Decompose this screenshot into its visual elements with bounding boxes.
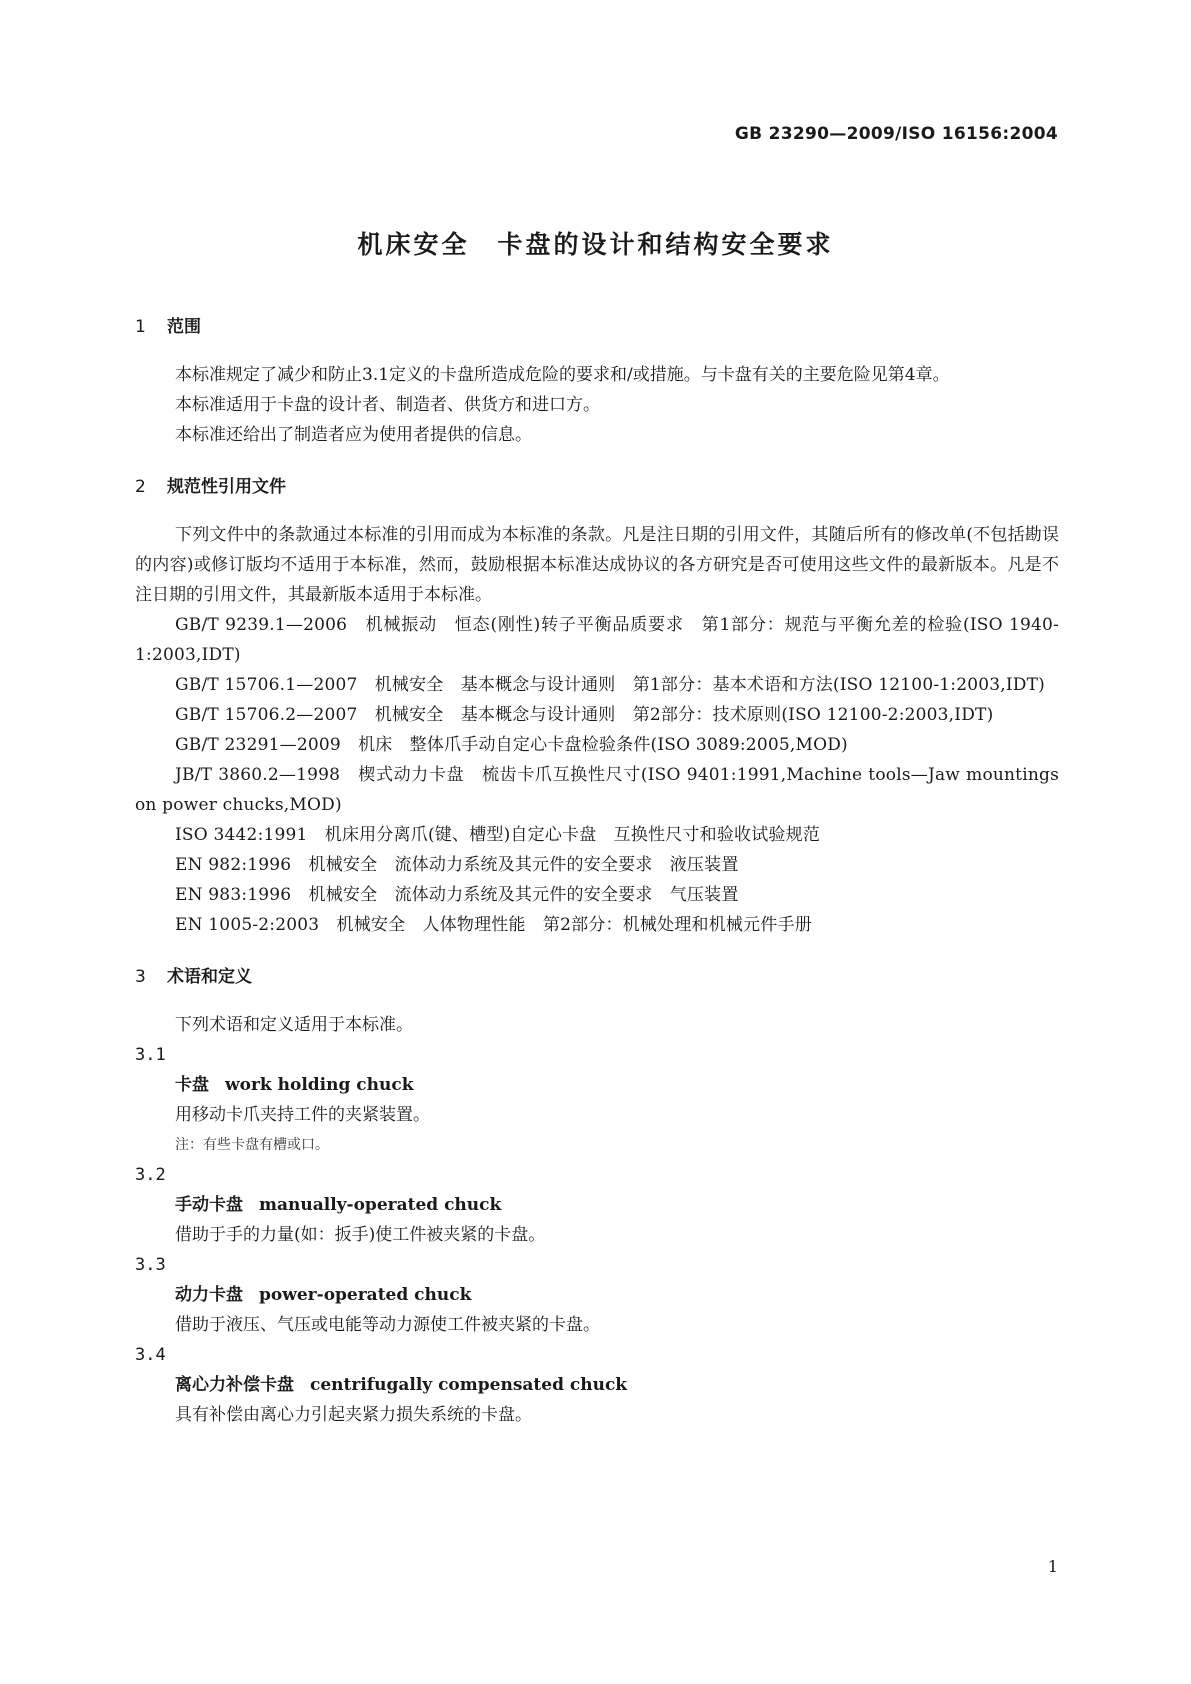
term-definition: 具有补偿由离心力引起夹紧力损失系统的卡盘。 bbox=[175, 1405, 532, 1425]
section-number: 1 bbox=[135, 317, 146, 337]
reference-item: EN 983:1996 机械安全 流体动力系统及其元件的安全要求 气压装置 bbox=[175, 885, 739, 905]
reference-item: ISO 3442:1991 机床用分离爪(键、槽型)自定心卡盘 互换性尺寸和验收试验规范 bbox=[175, 825, 821, 845]
reference-item: GB/T 23291—2009 机床 整体爪手动自定心卡盘检验条件(ISO 3089:2005,MOD) bbox=[175, 735, 848, 755]
term-number: 3.3 bbox=[135, 1255, 166, 1275]
reference-item: GB/T 15706.1—2007 机械安全 基本概念与设计通则 第1部分：基本术语和方法(ISO 12100-1:2003,IDT) bbox=[175, 675, 1046, 695]
term-number: 3.2 bbox=[135, 1165, 166, 1185]
term-zh: 动力卡盘 bbox=[175, 1285, 243, 1305]
paragraph: 本标准还给出了制造者应为使用者提供的信息。 bbox=[175, 425, 532, 445]
term-entry bbox=[135, 1160, 1059, 1250]
section-title: 术语和定义 bbox=[167, 967, 252, 987]
document-body bbox=[135, 312, 1059, 1430]
term-en: manually-operated chuck bbox=[259, 1195, 502, 1215]
section-2-heading bbox=[135, 472, 1059, 502]
section-number: 3 bbox=[135, 967, 146, 987]
term-definition: 用移动卡爪夹持工件的夹紧装置。 bbox=[175, 1105, 430, 1125]
term-zh: 离心力补偿卡盘 bbox=[175, 1375, 294, 1395]
reference-item: GB/T 15706.2—2007 机械安全 基本概念与设计通则 第2部分：技术原则(ISO 12100-2:2003,IDT) bbox=[175, 705, 994, 725]
section-1-heading bbox=[135, 312, 1059, 342]
reference-item: EN 1005-2:2003 机械安全 人体物理性能 第2部分：机械处理和机械元件手册 bbox=[175, 915, 812, 935]
section-number: 2 bbox=[135, 477, 146, 497]
term-heading bbox=[135, 1190, 1059, 1220]
paragraph: 下列术语和定义适用于本标准。 bbox=[175, 1015, 413, 1035]
term-number: 3.1 bbox=[135, 1045, 166, 1065]
section-3-heading bbox=[135, 962, 1059, 992]
term-heading bbox=[135, 1370, 1059, 1400]
term-heading bbox=[135, 1070, 1059, 1100]
term-number: 3.4 bbox=[135, 1345, 166, 1365]
term-entry bbox=[135, 1040, 1059, 1160]
paragraph: 本标准适用于卡盘的设计者、制造者、供货方和进口方。 bbox=[175, 395, 600, 415]
reference-item: EN 982:1996 机械安全 流体动力系统及其元件的安全要求 液压装置 bbox=[175, 855, 739, 875]
section-title: 规范性引用文件 bbox=[167, 477, 286, 497]
section-title: 范围 bbox=[167, 317, 201, 337]
paragraph: 下列文件中的条款通过本标准的引用而成为本标准的条款。凡是注日期的引用文件，其随后所有的修改单(不包括勘误的内容)或修订版均不适用于本标准，然而，鼓励根据本标准达成协议的各方研究是否可使用这些文件的最新版本。凡是不注日期的引用文件，其最新版本适用于本标准。 bbox=[135, 525, 1059, 605]
term-en: centrifugally compensated chuck bbox=[310, 1375, 628, 1395]
reference-item: GB/T 9239.1—2006 机械振动 恒态(刚性)转子平衡品质要求 第1部分：规范与平衡允差的检验(ISO 1940-1:2003,IDT) bbox=[135, 615, 1059, 665]
term-heading bbox=[135, 1280, 1059, 1310]
paragraph: 本标准规定了减少和防止3.1定义的卡盘所造成危险的要求和/或措施。与卡盘有关的主要危险见第4章。 bbox=[175, 365, 950, 385]
term-en: work holding chuck bbox=[225, 1075, 414, 1095]
term-entry bbox=[135, 1250, 1059, 1340]
standard-code: GB 23290—2009/ISO 16156:2004 bbox=[734, 124, 1058, 144]
term-zh: 手动卡盘 bbox=[175, 1195, 243, 1215]
term-note: 注：有些卡盘有槽或口。 bbox=[175, 1137, 329, 1153]
term-zh: 卡盘 bbox=[175, 1075, 209, 1095]
term-definition: 借助于手的力量(如：扳手)使工件被夹紧的卡盘。 bbox=[175, 1225, 546, 1245]
reference-item: JB/T 3860.2—1998 楔式动力卡盘 梳齿卡爪互换性尺寸(ISO 9401:1991,Machine tools—Jaw mountings on power chucks,MOD) bbox=[135, 765, 1059, 815]
page-title: 机床安全 卡盘的设计和结构安全要求 bbox=[357, 230, 834, 259]
term-en: power-operated chuck bbox=[259, 1285, 472, 1305]
term-entry bbox=[135, 1340, 1059, 1430]
page-number: 1 bbox=[1047, 1557, 1058, 1576]
term-definition: 借助于液压、气压或电能等动力源使工件被夹紧的卡盘。 bbox=[175, 1315, 600, 1335]
